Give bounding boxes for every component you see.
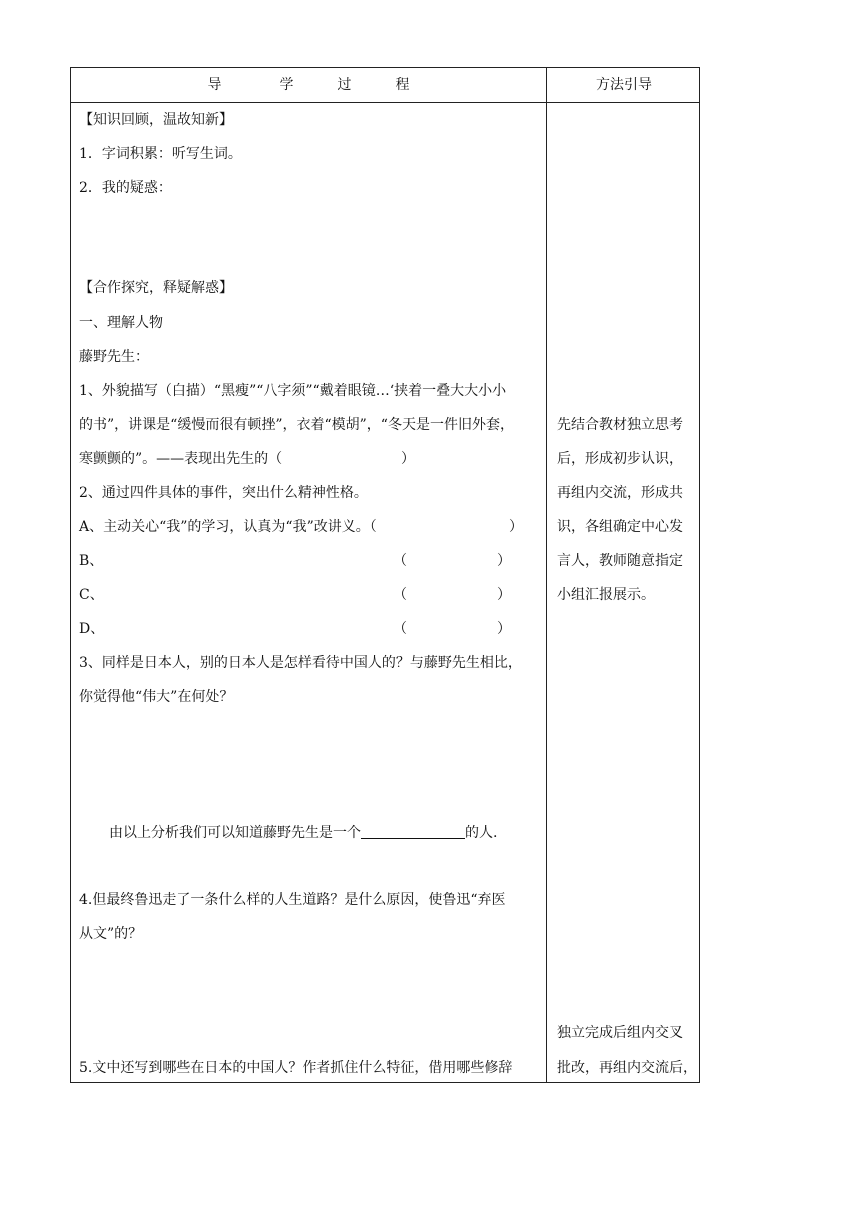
q5-line1: 5.文中还写到哪些在日本的中国人？作者抓住什么特征，借用哪些修辞: [79, 1060, 513, 1076]
header-char: 过: [337, 77, 352, 93]
summary-post: 的人.: [465, 825, 498, 841]
q2-b: B、: [79, 553, 104, 569]
guide-1-line5: 言人，教师随意指定: [557, 553, 683, 569]
item-vocabulary: 1．字词积累：听写生词。: [79, 146, 242, 162]
summary-pre: 由以上分析我们可以知道藤野先生是一个: [109, 825, 361, 841]
guide-2-line1: 独立完成后组内交叉: [557, 1025, 683, 1041]
header-char: 学: [279, 77, 294, 93]
q4-line1: 4.但最终鲁迅走了一条什么样的人生道路？是什么原因，使鲁迅“弃医: [79, 892, 506, 908]
q2-b-open: （: [393, 553, 407, 569]
q1-close-paren: ）: [401, 451, 415, 467]
q3-line2: 你觉得他“伟大”在何处？: [79, 689, 234, 705]
q2-b-close: ）: [497, 553, 511, 569]
header-method: 方法引导: [596, 77, 652, 93]
q1-line1: 1、外貌描写（白描）“黑瘦”“八字须”“戴着眼镜…‘挟着一叠大大小小: [79, 383, 507, 399]
summary-blank: [361, 824, 465, 839]
q2-d-open: （: [393, 621, 407, 637]
subject-fujino: 藤野先生：: [79, 349, 149, 365]
q2-a-close: ）: [509, 519, 523, 535]
q2-a: A、主动关心“我”的学习，认真为“我”改讲义。（: [79, 519, 377, 535]
header-char: 导: [207, 77, 222, 93]
column-divider: [546, 68, 547, 1082]
guide-1-line1: 先结合教材独立思考: [557, 417, 683, 433]
q2-c-close: ）: [497, 587, 511, 603]
q3-line1: 3、同样是日本人，别的日本人是怎样看待中国人的？与藤野先生相比，: [79, 655, 522, 671]
guide-1-line4: 识，各组确定中心发: [557, 519, 683, 535]
q2-d-close: ）: [497, 621, 511, 637]
part-understand-character: 一、理解人物: [79, 315, 163, 331]
q2-c-open: （: [393, 587, 407, 603]
guide-1-line3: 再组内交流，形成共: [557, 485, 683, 501]
item-questions: 2．我的疑惑：: [79, 180, 172, 196]
section-explore-title: 【合作探究，释疑解惑】: [79, 280, 233, 296]
q2: 2、通过四件具体的事件，突出什么精神性格。: [79, 485, 368, 501]
header-process: [71, 68, 546, 102]
worksheet-table: [70, 67, 700, 1083]
header-divider: [71, 102, 699, 103]
q1-line2: 的书”，讲课是“缓慢而很有顿挫”，衣着“模胡”，“冬天是一件旧外套，: [79, 417, 514, 433]
q1-line3: 寒颤颤的”。——表现出先生的（: [79, 451, 283, 467]
summary-sentence: [109, 823, 497, 843]
guide-1-line2: 后，形成初步认识，: [557, 451, 683, 467]
q2-d: D、: [79, 621, 105, 637]
section-review-title: 【知识回顾，温故知新】: [79, 112, 233, 128]
guide-2-line2: 批改，再组内交流后，: [557, 1060, 697, 1076]
q2-c: C、: [79, 587, 104, 603]
q4-line2: 从文”的？: [79, 926, 143, 942]
guide-1-line6: 小组汇报展示。: [557, 587, 655, 603]
header-char: 程: [395, 77, 410, 93]
